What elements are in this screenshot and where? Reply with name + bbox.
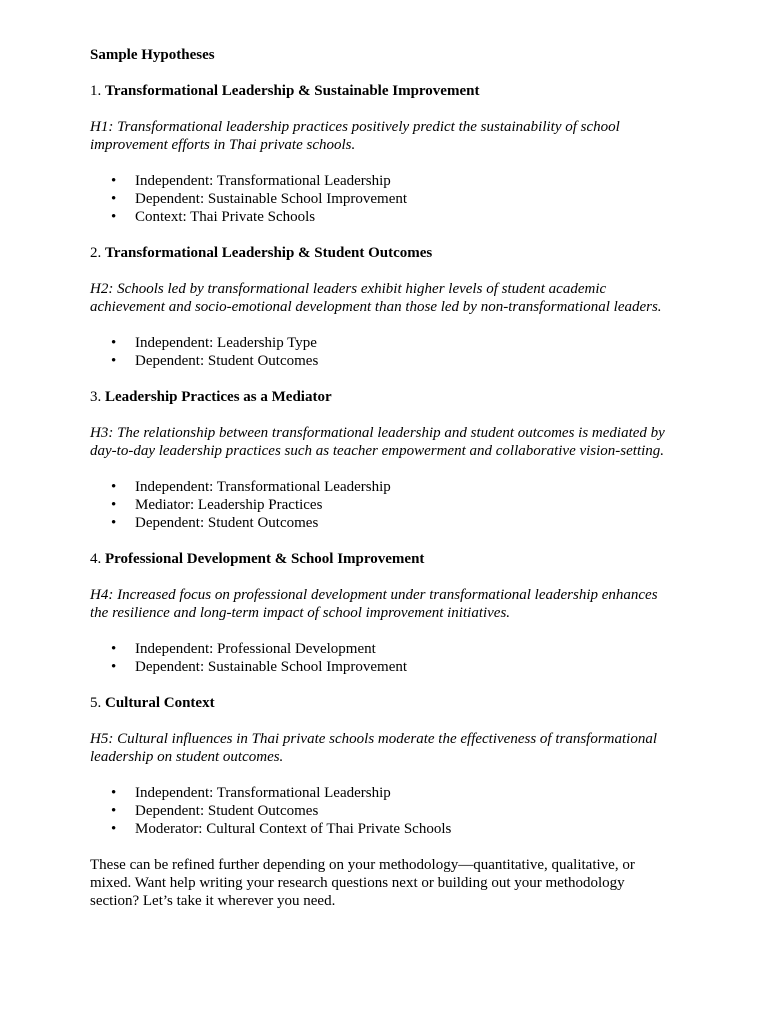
bullet-icon: • xyxy=(111,335,117,351)
section-number: 4. xyxy=(90,551,102,567)
document-title: Sample Hypotheses xyxy=(90,47,215,63)
variable-text: Independent: Professional Development xyxy=(135,641,376,657)
variable-list-item xyxy=(90,172,678,190)
section-title: Transformational Leadership & Student Outcomes xyxy=(105,245,433,261)
closing-paragraph: These can be refined further depending on your methodology—quantitative, qualitative, or mixed. Want help writing your research questions next or building out your methodology section? Let’s take it wherever you need. xyxy=(90,857,635,909)
variable-list-item xyxy=(90,784,678,802)
bullet-icon: • xyxy=(111,785,117,801)
variable-text: Mediator: Leadership Practices xyxy=(135,497,323,513)
section-heading xyxy=(90,550,678,568)
section-number: 5. xyxy=(90,695,102,711)
variable-text: Dependent: Student Outcomes xyxy=(135,353,319,369)
section-heading xyxy=(90,694,678,712)
hypotheses-sections xyxy=(90,82,678,838)
section-title: Professional Development & School Improvement xyxy=(105,551,425,567)
hypothesis-statement: H1: Transformational leadership practices positively predict the sustainability of school improvement efforts in Thai private schools. xyxy=(90,119,620,153)
variable-text: Context: Thai Private Schools xyxy=(135,209,316,225)
section-heading xyxy=(90,388,678,406)
variable-text: Dependent: Student Outcomes xyxy=(135,803,319,819)
hypothesis-statement: H2: Schools led by transformational leaders exhibit higher levels of student academic achievement and socio-emotional development than those led by non-transformational leaders. xyxy=(90,281,662,315)
section-number: 3. xyxy=(90,389,102,405)
bullet-icon: • xyxy=(111,479,117,495)
hypothesis-statement: H3: The relationship between transformational leadership and student outcomes is mediated by day-to-day leadership practices such as teacher empowerment and collaborative vision-setting. xyxy=(90,425,665,459)
section-number: 2. xyxy=(90,245,102,261)
bullet-icon: • xyxy=(111,803,117,819)
variable-list-item xyxy=(90,820,678,838)
variable-list-item xyxy=(90,352,678,370)
variable-list xyxy=(90,478,678,532)
bullet-icon: • xyxy=(111,353,117,369)
bullet-icon: • xyxy=(111,641,117,657)
variable-text: Independent: Transformational Leadership xyxy=(135,173,391,189)
variable-list-item xyxy=(90,496,678,514)
variable-list-item xyxy=(90,334,678,352)
variable-text: Independent: Transformational Leadership xyxy=(135,479,391,495)
section-title: Transformational Leadership & Sustainable Improvement xyxy=(105,83,480,99)
variable-list-item xyxy=(90,190,678,208)
variable-text: Independent: Leadership Type xyxy=(135,335,317,351)
section-heading xyxy=(90,82,678,100)
variable-text: Dependent: Sustainable School Improvement xyxy=(135,659,408,675)
bullet-icon: • xyxy=(111,191,117,207)
variable-text: Independent: Transformational Leadership xyxy=(135,785,391,801)
variable-list xyxy=(90,784,678,838)
variable-text: Dependent: Student Outcomes xyxy=(135,515,319,531)
variable-list xyxy=(90,640,678,676)
variable-list xyxy=(90,172,678,226)
variable-list-item xyxy=(90,640,678,658)
bullet-icon: • xyxy=(111,173,117,189)
variable-list-item xyxy=(90,658,678,676)
bullet-icon: • xyxy=(111,515,117,531)
variable-list-item xyxy=(90,802,678,820)
section-title: Leadership Practices as a Mediator xyxy=(105,389,332,405)
variable-list-item xyxy=(90,478,678,496)
bullet-icon: • xyxy=(111,821,117,837)
section-number: 1. xyxy=(90,83,102,99)
bullet-icon: • xyxy=(111,209,117,225)
bullet-icon: • xyxy=(111,497,117,513)
bullet-icon: • xyxy=(111,659,117,675)
variable-text: Dependent: Sustainable School Improvement xyxy=(135,191,408,207)
variable-text: Moderator: Cultural Context of Thai Private Schools xyxy=(135,821,452,837)
variable-list-item xyxy=(90,208,678,226)
section-heading xyxy=(90,244,678,262)
hypothesis-statement: H4: Increased focus on professional development under transformational leadership enhances the resilience and long-term impact of school improvement initiatives. xyxy=(90,587,658,621)
variable-list xyxy=(90,334,678,370)
variable-list-item xyxy=(90,514,678,532)
hypothesis-statement: H5: Cultural influences in Thai private schools moderate the effectiveness of transformational leadership on student outcomes. xyxy=(90,731,658,765)
section-title: Cultural Context xyxy=(105,695,215,711)
